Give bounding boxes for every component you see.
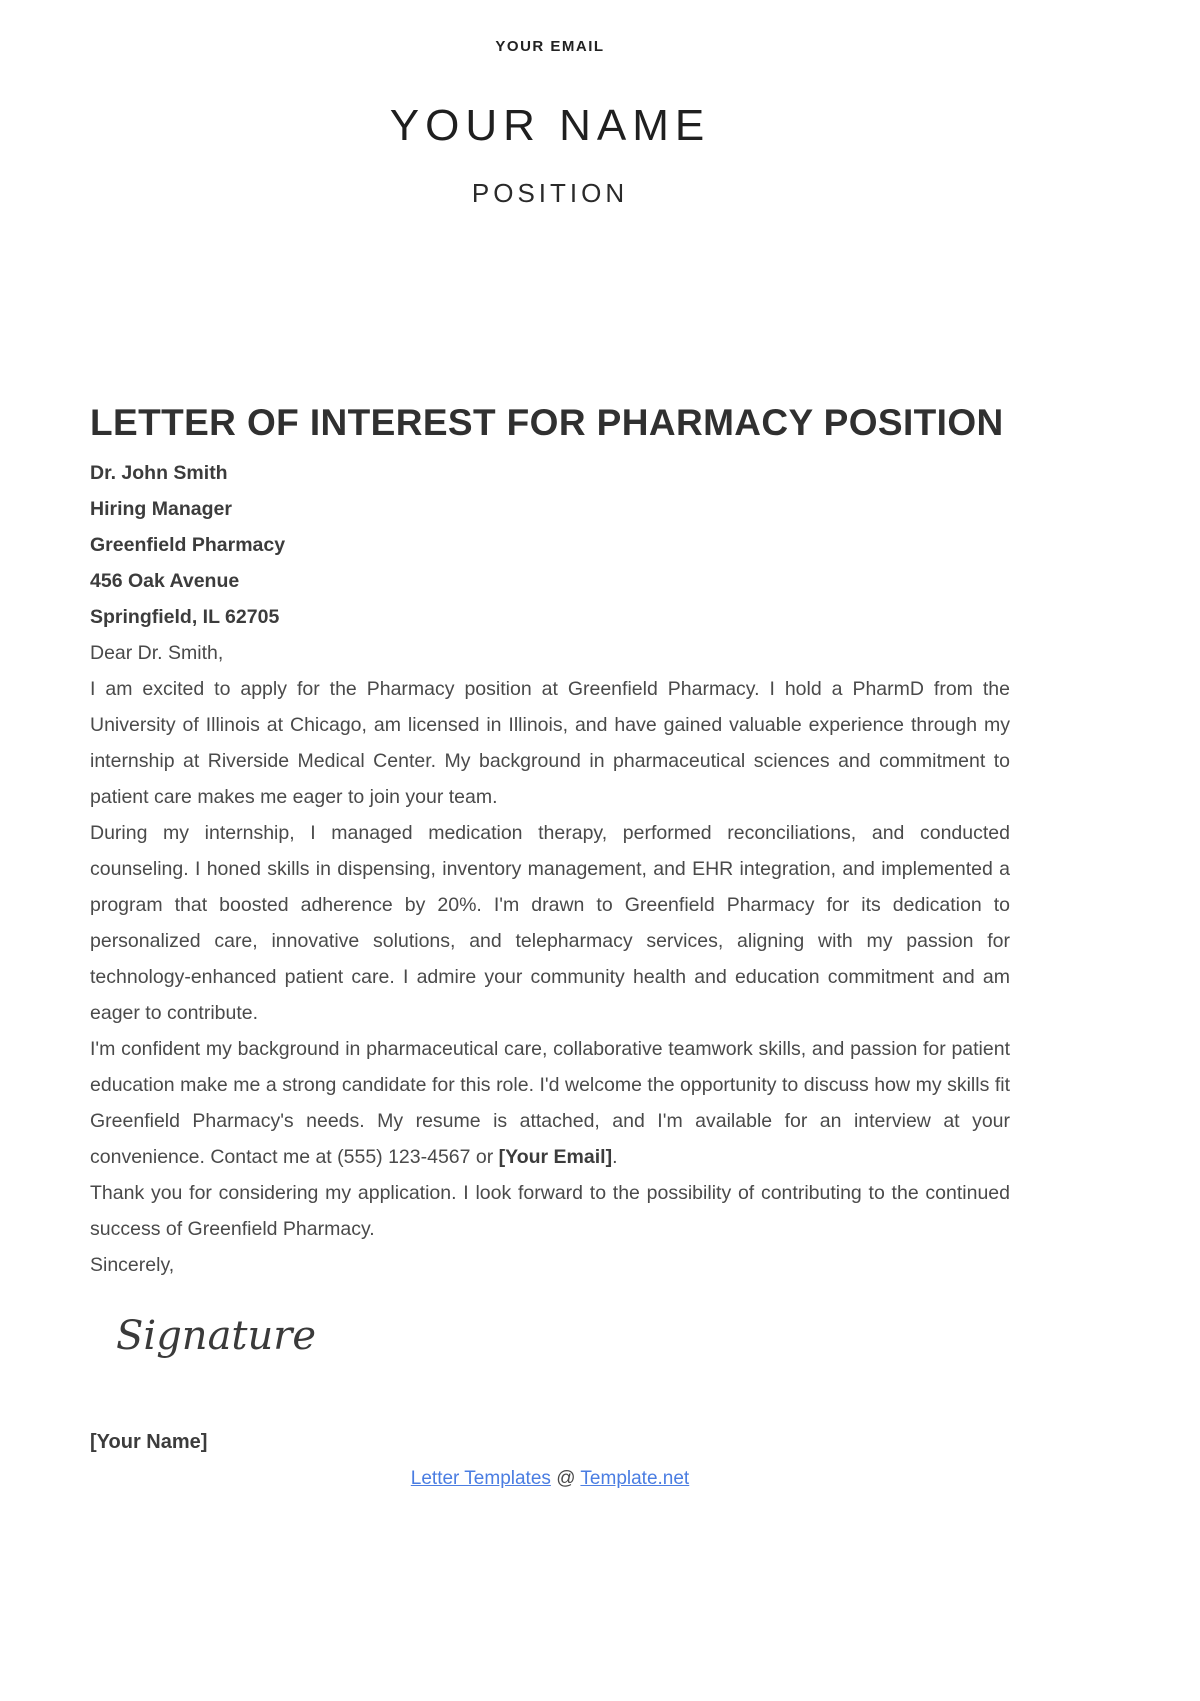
letterhead: [90, 38, 1010, 209]
paragraph-1: I am excited to apply for the Pharmacy position at Greenfield Pharmacy. I hold a PharmD from the University of Illinois at Chicago, am licensed in Illinois, and have gained valuable experience through my internship at Riverside Medical Center. My background in pharmaceutical sciences and commitment to patient care makes me eager to join your team.: [90, 677, 1010, 808]
recipient-role: Hiring Manager: [90, 497, 232, 520]
paragraph-3-email-placeholder: [Your Email]: [498, 1145, 613, 1168]
recipient-city: Springfield, IL 62705: [90, 605, 280, 628]
paragraph-3: [90, 1031, 1010, 1175]
letter-body: [90, 401, 1010, 1454]
paragraph-4: Thank you for considering my application. I look forward to the possibility of contributing to the continued success of Greenfield Pharmacy.: [90, 1181, 1010, 1240]
paragraph-3-period: .: [612, 1145, 618, 1168]
paragraph-2: During my internship, I managed medication therapy, performed reconciliations, and conducted counseling. I honed skills in dispensing, inventory management, and EHR integration, and implemented a program that boosted adherence by 20%. I'm drawn to Greenfield Pharmacy for its dedication to personalized care, innovative solutions, and telepharmacy services, aligning with my passion for technology-enhanced patient care. I admire your community health and education commitment and am eager to contribute.: [90, 821, 1010, 1024]
signer-name: [Your Name]: [90, 1430, 208, 1453]
closing: Sincerely,: [90, 1253, 175, 1276]
header-position: POSITION: [471, 177, 629, 208]
salutation: Dear Dr. Smith,: [90, 641, 224, 664]
recipient-name: Dr. John Smith: [90, 461, 228, 484]
footer-link-letter-templates[interactable]: Letter Templates: [410, 1467, 551, 1489]
recipient-street: 456 Oak Avenue: [90, 569, 240, 592]
recipient-block: [90, 455, 1010, 635]
recipient-company: Greenfield Pharmacy: [90, 533, 286, 556]
footer-separator: @: [556, 1467, 576, 1489]
letter-title: LETTER OF INTEREST FOR PHARMACY POSITION: [90, 401, 1004, 443]
signature-script: Signature: [116, 1312, 317, 1359]
header-name: YOUR NAME: [389, 101, 711, 150]
footer-link-template-net[interactable]: Template.net: [580, 1467, 690, 1489]
header-email: YOUR EMAIL: [495, 38, 605, 55]
footer: [90, 1468, 1010, 1490]
paragraph-3-text: I'm confident my background in pharmaceutical care, collaborative teamwork skills, and passion for patient education make me a strong candidate for this role. I'd welcome the opportunity to discuss how my skills fit Greenfield Pharmacy's needs. My resume is attached, and I'm available for an interview at your convenience. Contact me at (555) 123-4567 or: [90, 1037, 1010, 1168]
